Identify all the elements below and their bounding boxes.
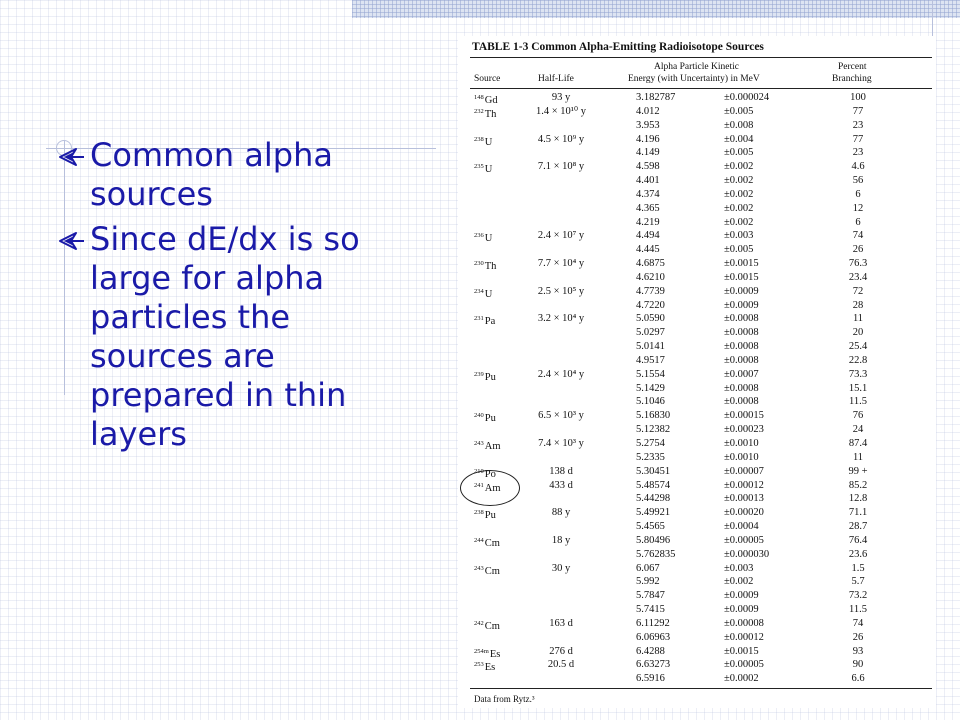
cell-source [474, 93, 498, 106]
cell-energy: 5.30451 [636, 465, 671, 477]
cell-uncertainty: ±0.002 [724, 202, 754, 214]
cell-uncertainty: ±0.000024 [724, 92, 770, 103]
cell-energy: 5.1046 [636, 396, 665, 408]
cell-uncertainty: ±0.002 [724, 175, 754, 187]
cell-source [474, 135, 492, 148]
cell-branching: 99 + [848, 465, 868, 477]
cell-branching: 72 [852, 285, 864, 297]
cell-branching: 26 [852, 244, 864, 256]
element-symbol: Th [484, 108, 497, 120]
mass-number: 243 [474, 440, 484, 447]
cell-branching: 11 [852, 451, 864, 463]
element-symbol: Po [484, 468, 496, 480]
element-symbol: Th [484, 261, 497, 273]
mass-number: 231 [474, 315, 484, 323]
cell-energy: 5.0297 [636, 327, 665, 339]
element-symbol: Pa [484, 316, 496, 328]
cell-energy: 5.48574 [636, 479, 671, 491]
cell-branching: 22.8 [848, 354, 868, 366]
cell-uncertainty: ±0.00005 [724, 659, 764, 671]
cell-energy: 5.7847 [636, 590, 665, 602]
cell-source [474, 370, 496, 383]
cell-energy: 5.12382 [636, 424, 671, 436]
cell-uncertainty: ±0.00012 [724, 631, 764, 643]
mass-number: 148 [474, 94, 484, 101]
table-header-rule [470, 88, 932, 89]
cell-uncertainty: ±0.00023 [724, 424, 764, 436]
cell-uncertainty: ±0.0015 [724, 271, 759, 283]
header-branching-line2: Branching [832, 74, 872, 84]
cell-branching: 12.8 [848, 493, 868, 505]
cell-source [474, 564, 500, 577]
cell-energy: 5.7415 [636, 604, 665, 616]
mass-number: 238 [474, 509, 484, 517]
cell-branching: 76 [852, 410, 864, 422]
cell-half-life: 7.4 × 10³ y [538, 438, 584, 449]
cell-uncertainty: ±0.0009 [724, 299, 759, 311]
cell-uncertainty: ±0.00012 [724, 479, 764, 491]
element-symbol: Am [484, 482, 501, 494]
element-symbol: Pu [484, 510, 496, 522]
cell-half-life: 138 d [549, 465, 573, 477]
cell-energy: 5.4565 [636, 521, 665, 533]
bullet-list [58, 136, 418, 460]
radioisotope-table [458, 36, 936, 708]
element-symbol: U [484, 288, 493, 300]
arrow-bullet-icon [58, 229, 86, 253]
header-energy-line2: Energy (with Uncertainty) in MeV [628, 74, 760, 84]
cell-energy: 4.219 [636, 216, 660, 228]
cell-energy: 5.49921 [636, 507, 671, 519]
cell-uncertainty: ±0.0008 [724, 313, 759, 325]
cell-energy: 3.182787 [636, 92, 676, 103]
cell-half-life: 93 y [551, 92, 571, 103]
cell-source [474, 314, 495, 327]
cell-branching: 20 [852, 327, 864, 339]
cell-branching: 56 [852, 175, 864, 187]
cell-branching: 25.4 [848, 341, 868, 353]
cell-branching: 1.5 [851, 562, 865, 574]
element-symbol: Pu [484, 371, 496, 383]
cell-branching: 4.6 [851, 161, 865, 173]
mass-number: 232 [474, 107, 484, 115]
cell-source [474, 508, 496, 521]
cell-energy: 5.0141 [636, 341, 665, 353]
mass-number: 242 [474, 619, 484, 627]
cell-energy: 4.494 [636, 230, 660, 242]
cell-uncertainty: ±0.008 [724, 119, 754, 131]
cell-uncertainty: ±0.0009 [724, 604, 759, 616]
cell-energy: 4.365 [636, 202, 660, 214]
cell-branching: 77 [852, 105, 864, 117]
cell-energy: 5.992 [636, 576, 660, 588]
cell-energy: 6.06963 [636, 631, 671, 643]
element-symbol: Cm [484, 565, 500, 577]
cell-uncertainty: ±0.00005 [724, 534, 764, 546]
cell-source [474, 259, 496, 272]
cell-uncertainty: ±0.0008 [724, 396, 759, 408]
top-decorative-band [352, 0, 960, 18]
cell-energy: 4.6875 [636, 258, 665, 270]
cell-uncertainty: ±0.0008 [724, 341, 759, 353]
cell-branching: 76.4 [848, 534, 868, 546]
cell-half-life: 3.2 × 10⁴ y [537, 313, 585, 325]
cell-half-life: 2.5 × 10⁵ y [537, 285, 585, 297]
cell-source [474, 231, 492, 244]
cell-branching: 76.3 [848, 258, 868, 270]
mass-number: 210 [474, 467, 484, 475]
table-title: TABLE 1-3 Common Alpha-Emitting Radioisotope Sources [472, 41, 764, 53]
mass-number: 241 [474, 481, 484, 489]
cell-energy: 4.7220 [636, 299, 665, 311]
cell-branching: 11.5 [849, 396, 867, 408]
mass-number: 236 [474, 232, 484, 240]
cell-source [474, 536, 500, 549]
cell-uncertainty: ±0.00020 [724, 507, 764, 519]
cell-branching: 5.7 [851, 576, 865, 588]
cell-energy: 4.9517 [636, 354, 665, 366]
cell-branching: 11 [852, 313, 864, 325]
cell-branching: 28 [852, 299, 864, 311]
cell-branching: 11.5 [849, 604, 867, 616]
mass-number: 240 [474, 412, 484, 420]
table-bottom-rule [470, 688, 932, 689]
cell-uncertainty: ±0.003 [724, 562, 754, 574]
cell-branching: 24 [852, 424, 864, 436]
element-symbol: U [484, 164, 493, 176]
cell-half-life: 20.5 d [547, 659, 575, 671]
cell-energy: 6.63273 [636, 659, 671, 671]
bullet-text: Since dE/dx is so large for alpha particles the sources are prepared in thin layers [90, 220, 360, 453]
cell-uncertainty: ±0.002 [724, 161, 754, 173]
cell-energy: 4.012 [636, 105, 660, 117]
mass-number: 253 [474, 661, 484, 669]
cell-source [474, 647, 500, 660]
cell-branching: 74 [852, 617, 864, 629]
cell-energy: 6.067 [636, 562, 660, 574]
cell-branching: 90 [852, 659, 864, 671]
cell-uncertainty: ±0.0009 [724, 590, 759, 602]
cell-energy: 6.11292 [636, 617, 670, 629]
mass-number: 235 [474, 163, 484, 171]
cell-uncertainty: ±0.005 [724, 147, 754, 159]
cell-energy: 5.44298 [636, 493, 671, 505]
cell-uncertainty: ±0.0010 [724, 438, 759, 449]
cell-uncertainty: ±0.0008 [724, 354, 759, 366]
am241-circle-annotation [460, 467, 520, 506]
cell-branching: 15.1 [848, 382, 868, 394]
table-footer: Data from Rytz.³ [474, 694, 535, 704]
cell-half-life: 163 d [549, 617, 573, 629]
cell-uncertainty: ±0.005 [724, 244, 754, 256]
cell-source [474, 439, 501, 452]
cell-energy: 5.1429 [636, 382, 665, 394]
arrow-bullet-icon [58, 145, 86, 169]
header-branching-line1: Percent [838, 62, 867, 72]
element-symbol: Cm [484, 537, 500, 549]
cell-branching: 23 [852, 119, 864, 131]
cell-energy: 5.762835 [636, 548, 676, 560]
cell-energy: 5.1554 [636, 368, 665, 380]
cell-uncertainty: ±0.002 [724, 216, 754, 228]
cell-energy: 5.2754 [636, 438, 665, 449]
cell-energy: 5.0590 [636, 313, 665, 325]
bullet-text: Common alpha sources [90, 136, 333, 213]
cell-energy: 4.6210 [636, 271, 665, 283]
cell-source [474, 107, 496, 120]
cell-branching: 6 [855, 188, 861, 200]
cell-uncertainty: ±0.000030 [724, 548, 770, 560]
cell-uncertainty: ±0.00013 [724, 493, 764, 505]
cell-uncertainty: ±0.00007 [724, 465, 764, 477]
header-source: Source [474, 74, 501, 84]
mass-number: 238 [474, 135, 484, 143]
cell-source [474, 660, 495, 673]
table-top-rule [470, 57, 932, 58]
cell-branching: 28.7 [848, 521, 868, 533]
mass-number: 243 [474, 564, 484, 572]
cell-branching: 77 [852, 133, 864, 145]
mass-number: 254m [474, 647, 489, 655]
cell-uncertainty: ±0.003 [724, 230, 754, 242]
element-symbol: Es [489, 648, 501, 660]
cell-source [474, 411, 496, 424]
cell-uncertainty: ±0.005 [724, 105, 754, 117]
cell-uncertainty: ±0.00015 [724, 410, 764, 422]
element-symbol: U [484, 233, 493, 245]
cell-half-life: 2.4 × 10⁷ y [537, 230, 585, 242]
element-symbol: Gd [484, 95, 498, 106]
cell-uncertainty: ±0.0004 [724, 521, 759, 533]
cell-energy: 3.953 [636, 119, 660, 131]
cell-branching: 26 [852, 631, 864, 643]
cell-uncertainty: ±0.0008 [724, 382, 759, 394]
cell-energy: 5.16830 [636, 410, 671, 422]
cell-energy: 4.196 [636, 133, 660, 145]
mass-number: 234 [474, 287, 484, 295]
cell-source [474, 619, 500, 632]
cell-half-life: 433 d [549, 479, 573, 491]
cell-uncertainty: ±0.004 [724, 133, 754, 145]
cell-uncertainty: ±0.002 [724, 188, 754, 200]
cell-uncertainty: ±0.002 [724, 576, 754, 588]
element-symbol: U [484, 136, 493, 148]
cell-uncertainty: ±0.0009 [724, 285, 759, 297]
cell-half-life: 1.4 × 10¹⁰ y [535, 105, 587, 117]
cell-energy: 4.445 [636, 244, 660, 256]
cell-uncertainty: ±0.0015 [724, 645, 759, 657]
cell-uncertainty: ±0.0008 [724, 327, 759, 339]
radioisotope-table-image [458, 36, 936, 708]
cell-branching: 6.6 [851, 673, 865, 685]
cell-branching: 87.4 [848, 438, 868, 449]
cell-energy: 5.80496 [636, 534, 671, 546]
element-symbol: Cm [484, 620, 500, 632]
cell-uncertainty: ±0.0007 [724, 368, 759, 380]
cell-branching: 23 [852, 147, 864, 159]
cell-half-life: 18 y [551, 534, 571, 546]
cell-branching: 93 [852, 645, 864, 657]
cell-energy: 4.149 [636, 147, 660, 159]
cell-half-life: 2.4 × 10⁴ y [537, 368, 585, 380]
cell-branching: 73.2 [848, 590, 868, 602]
cell-energy: 4.374 [636, 188, 660, 200]
mass-number: 230 [474, 260, 484, 268]
bullet-item [58, 220, 418, 454]
cell-branching: 71.1 [848, 507, 868, 519]
cell-branching: 6 [855, 216, 861, 228]
cell-half-life: 88 y [551, 507, 571, 519]
cell-half-life: 7.1 × 10⁸ y [537, 161, 585, 173]
cell-branching: 12 [852, 202, 864, 214]
cell-half-life: 276 d [549, 645, 573, 657]
mass-number: 244 [474, 536, 484, 544]
header-energy-line1: Alpha Particle Kinetic [654, 62, 739, 72]
cell-uncertainty: ±0.0010 [724, 451, 759, 463]
cell-branching: 23.6 [848, 548, 868, 560]
cell-half-life: 30 y [551, 562, 571, 574]
element-symbol: Am [484, 441, 501, 452]
cell-source [474, 287, 492, 300]
cell-half-life: 7.7 × 10⁴ y [537, 258, 585, 270]
cell-branching: 23.4 [848, 271, 868, 283]
cell-energy: 4.598 [636, 161, 660, 173]
mass-number: 239 [474, 370, 484, 378]
cell-source [474, 162, 492, 175]
cell-half-life: 4.5 × 10⁹ y [537, 133, 585, 145]
decorative-right-line [932, 0, 933, 36]
cell-energy: 4.7739 [636, 285, 665, 297]
bullet-item [58, 136, 418, 214]
element-symbol: Pu [484, 413, 496, 425]
cell-energy: 6.4288 [636, 645, 665, 657]
cell-uncertainty: ±0.0002 [724, 673, 759, 685]
cell-branching: 85.2 [848, 479, 868, 491]
cell-uncertainty: ±0.0015 [724, 258, 759, 270]
cell-branching: 73.3 [848, 368, 868, 380]
cell-branching: 100 [850, 92, 866, 103]
cell-branching: 74 [852, 230, 864, 242]
header-half-life: Half-Life [538, 74, 574, 84]
cell-energy: 6.5916 [636, 673, 665, 685]
cell-half-life: 6.5 × 10³ y [538, 410, 584, 422]
cell-uncertainty: ±0.00008 [724, 617, 764, 629]
element-symbol: Es [484, 662, 496, 674]
cell-energy: 4.401 [636, 175, 660, 187]
cell-energy: 5.2335 [636, 451, 665, 463]
